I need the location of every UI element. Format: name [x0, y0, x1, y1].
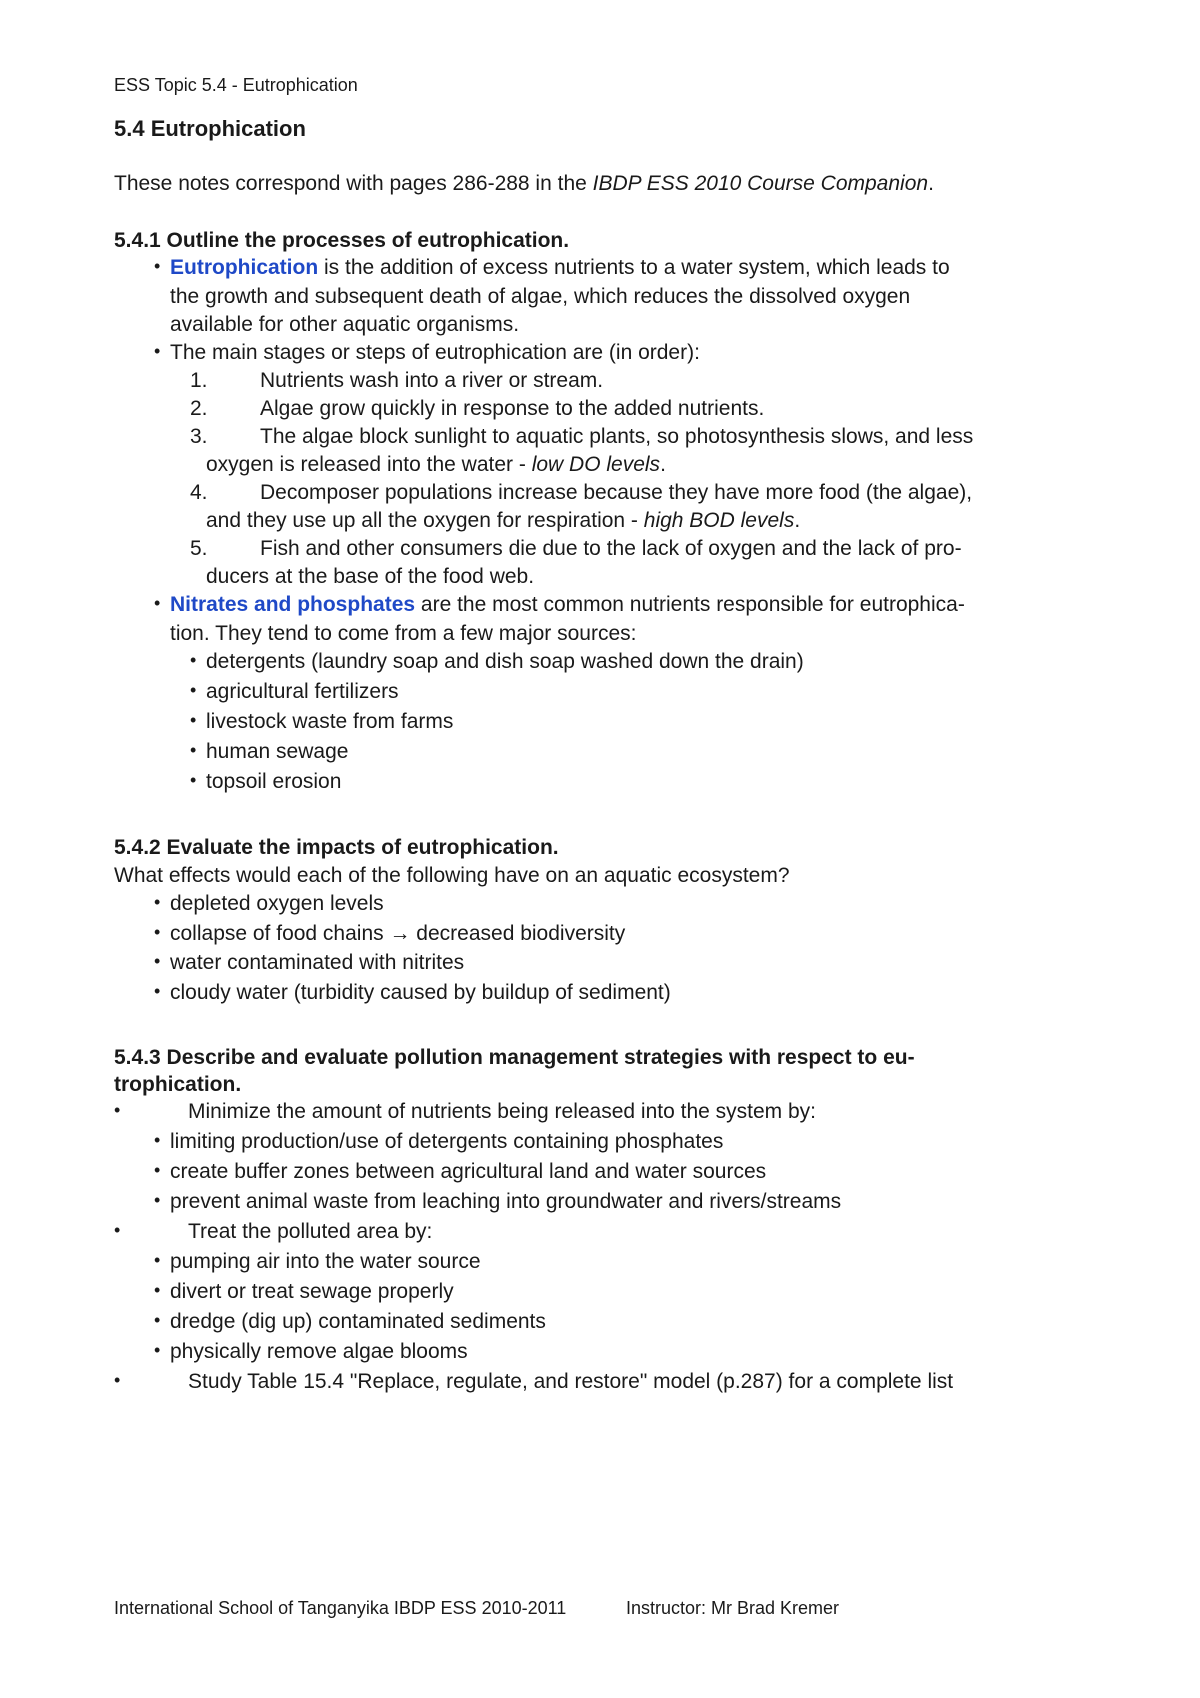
bullet-icon: • [154, 593, 161, 613]
section-heading-5-4-2: 5.4.2 Evaluate the impacts of eutrophication. [114, 836, 559, 859]
bullet-icon: • [154, 1130, 161, 1150]
nutrients-line-1: Nitrates and phosphates are the most common nutrients responsible for eutrophica- [170, 593, 965, 616]
definition-line-1: Eutrophication is the addition of excess nutrients to a water system, which leads to [170, 256, 950, 279]
bullet-icon: • [190, 650, 197, 670]
bullet-icon: • [154, 341, 161, 361]
step-text: Nutrients wash into a river or stream. [260, 369, 604, 392]
step-text: Fish and other consumers die due to the lack of oxygen and the lack of pro- [260, 537, 962, 560]
bullet-icon: • [154, 256, 161, 276]
list-item: pumping air into the water source [170, 1250, 481, 1273]
intro-text: These notes correspond with pages 286-288 in the IBDP ESS 2010 Course Companion. [114, 172, 934, 195]
definition-line-2: the growth and subsequent death of algae, which reduces the dissolved oxygen [170, 285, 911, 308]
bullet-icon: • [154, 1160, 161, 1180]
list-item: limiting production/use of detergents containing phosphates [170, 1130, 724, 1153]
strategy-minimize: Minimize the amount of nutrients being released into the system by: [188, 1100, 816, 1123]
bullet-icon: • [154, 1310, 161, 1330]
list-item: dredge (dig up) contaminated sediments [170, 1310, 546, 1333]
step-text-continued: ducers at the base of the food web. [206, 565, 535, 588]
step-text: The algae block sunlight to aquatic plants, so photosynthesis slows, and less [260, 425, 974, 448]
stages-intro: The main stages or steps of eutrophication are (in order): [170, 341, 700, 364]
list-item: collapse of food chains → decreased biodiversity [170, 922, 626, 945]
step-text-continued: oxygen is released into the water - low DO levels. [206, 453, 666, 476]
term-eutrophication: Eutrophication [170, 256, 319, 279]
step-number: 1. [190, 369, 208, 392]
section-heading-5-4-3: 5.4.3 Describe and evaluate pollution management strategies with respect to eu- [114, 1046, 915, 1069]
section-heading-5-4-3-continued: trophication. [114, 1073, 242, 1096]
list-item: livestock waste from farms [206, 710, 454, 733]
bullet-icon: • [154, 951, 161, 971]
bullet-icon: • [114, 1220, 121, 1240]
page-header: ESS Topic 5.4 - Eutrophication [114, 75, 358, 95]
definition-line-3: available for other aquatic organisms. [170, 313, 520, 336]
list-item: prevent animal waste from leaching into groundwater and rivers/streams [170, 1190, 842, 1213]
list-item: divert or treat sewage properly [170, 1280, 454, 1303]
step-number: 4. [190, 481, 208, 504]
nutrients-line-2: tion. They tend to come from a few major sources: [170, 622, 637, 645]
footer-school: International School of Tanganyika IBDP ESS 2010-2011 [114, 1598, 567, 1618]
list-item: detergents (laundry soap and dish soap washed down the drain) [206, 650, 804, 673]
step-text: Decomposer populations increase because they have more food (the algae), [260, 481, 973, 504]
bullet-icon: • [154, 1340, 161, 1360]
step-text-continued: and they use up all the oxygen for respiration - high BOD levels. [206, 509, 801, 532]
list-item: cloudy water (turbidity caused by buildup of sediment) [170, 981, 671, 1004]
term-nitrates-phosphates: Nitrates and phosphates [170, 593, 416, 616]
page-title: 5.4 Eutrophication [114, 116, 306, 141]
bullet-icon: • [154, 922, 161, 942]
list-item: depleted oxygen levels [170, 892, 384, 915]
step-text: Algae grow quickly in response to the added nutrients. [260, 397, 765, 420]
list-item: topsoil erosion [206, 770, 342, 793]
bullet-icon: • [154, 1190, 161, 1210]
strategy-study: Study Table 15.4 "Replace, regulate, and restore" model (p.287) for a complete list [188, 1370, 954, 1393]
footer-instructor: Instructor: Mr Brad Kremer [626, 1598, 840, 1618]
list-item: create buffer zones between agricultural land and water sources [170, 1160, 767, 1183]
strategy-treat: Treat the polluted area by: [188, 1220, 433, 1243]
bullet-icon: • [190, 710, 197, 730]
section-heading-5-4-1: 5.4.1 Outline the processes of eutrophication. [114, 229, 570, 252]
bullet-icon: • [154, 1280, 161, 1300]
list-item: water contaminated with nitrites [170, 951, 465, 974]
book-title: IBDP ESS 2010 Course Companion [592, 172, 929, 195]
bullet-icon: • [190, 680, 197, 700]
bullet-icon: • [114, 1100, 121, 1120]
bullet-icon: • [154, 981, 161, 1001]
step-number: 2. [190, 397, 208, 420]
bullet-icon: • [114, 1370, 121, 1390]
step-number: 5. [190, 537, 208, 560]
step-number: 3. [190, 425, 208, 448]
bullet-icon: • [154, 1250, 161, 1270]
bullet-icon: • [190, 740, 197, 760]
impacts-question: What effects would each of the following have on an aquatic ecosystem? [114, 864, 790, 887]
bullet-icon: • [154, 892, 161, 912]
list-item: physically remove algae blooms [170, 1340, 468, 1363]
bullet-icon: • [190, 770, 197, 790]
list-item: human sewage [206, 740, 349, 763]
list-item: agricultural fertilizers [206, 680, 399, 703]
